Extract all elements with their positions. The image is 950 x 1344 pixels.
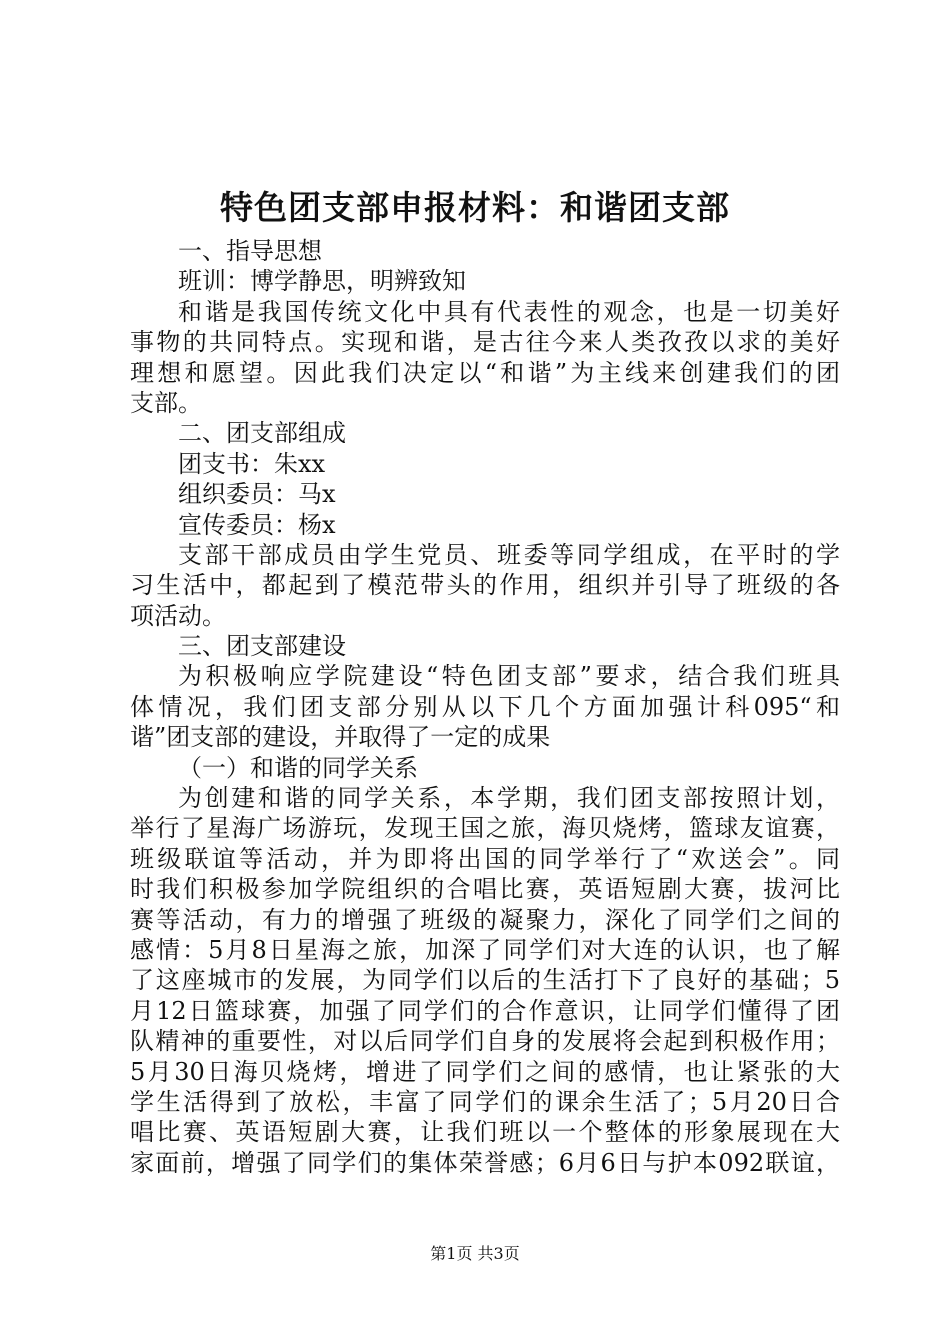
- paragraph-line: 月12日篮球赛，加强了同学们的合作意识，让同学们懂得了团: [130, 996, 840, 1025]
- member-publicity: 宣传委员：杨x: [178, 510, 336, 539]
- paragraph-line: 谐”团支部的建设，并取得了一定的成果: [130, 723, 551, 752]
- paragraph-line: 了这座城市的发展，为同学们以后的生活打下了良好的基础；5: [130, 966, 840, 995]
- paragraph-line: 班级联谊等活动，并为即将出国的同学举行了“欢送会”。同: [130, 844, 840, 873]
- paragraph-line: 5月30日海贝烧烤，增进了同学们之间的感情，也让紧张的大: [130, 1057, 840, 1086]
- subsection-heading-relations: （一）和谐的同学关系: [178, 753, 418, 782]
- section-heading-construction: 三、团支部建设: [178, 632, 346, 661]
- paragraph-line: 体情况，我们团支部分别从以下几个方面加强计科095“和: [130, 692, 840, 721]
- document-body: [130, 236, 840, 1178]
- paragraph-line: 时我们积极参加学院组织的合唱比赛，英语短剧大赛，拔河比: [130, 875, 840, 904]
- paragraph-line: 学生活得到了放松，丰富了同学们的课余生活了；5月20日合: [130, 1087, 840, 1116]
- paragraph-line: 举行了星海广场游玩，发现王国之旅，海贝烧烤，篮球友谊赛，: [130, 814, 840, 843]
- paragraph-line: 和谐是我国传统文化中具有代表性的观念，也是一切美好: [178, 297, 840, 326]
- section-heading-guiding-thought: 一、指导思想: [178, 237, 322, 265]
- member-secretary: 团支书：朱xx: [178, 449, 326, 478]
- document-title: 特色团支部申报材料：和谐团支部: [220, 188, 730, 227]
- paragraph-line: 理想和愿望。因此我们决定以“和谐”为主线来创建我们的团: [130, 358, 840, 387]
- paragraph-line: 项活动。: [130, 601, 226, 630]
- paragraph-line: 队精神的重要性，对以后同学们自身的发展将会起到积极作用；: [130, 1027, 840, 1056]
- member-organization: 组织委员：马x: [178, 480, 336, 509]
- paragraph-line: 为创建和谐的同学关系，本学期，我们团支部按照计划，: [178, 784, 840, 813]
- paragraph-line: 家面前，增强了同学们的集体荣誉感；6月6日与护本092联谊，: [130, 1148, 840, 1177]
- paragraph-line: 为积极响应学院建设“特色团支部”要求，结合我们班具: [178, 662, 840, 691]
- paragraph-line: 赛等活动，有力的增强了班级的凝聚力，深化了同学们之间的: [130, 905, 840, 934]
- class-motto: 班训：博学静思，明辨致知: [178, 267, 466, 296]
- section-heading-composition: 二、团支部组成: [178, 419, 346, 448]
- paragraph-line: 感情：5月8日星海之旅，加深了同学们对大连的认识，也了解: [130, 935, 840, 964]
- paragraph-line: 唱比赛、英语短剧大赛，让我们班以一个整体的形象展现在大: [130, 1118, 840, 1147]
- page-footer: 第1页 共3页: [430, 1244, 520, 1263]
- paragraph-line: 支部干部成员由学生党员、班委等同学组成，在平时的学: [178, 540, 840, 569]
- paragraph-line: 习生活中，都起到了模范带头的作用，组织并引导了班级的各: [130, 571, 840, 600]
- paragraph-line: 支部。: [130, 388, 202, 417]
- paragraph-line: 事物的共同特点。实现和谐，是古往今来人类孜孜以求的美好: [130, 328, 840, 357]
